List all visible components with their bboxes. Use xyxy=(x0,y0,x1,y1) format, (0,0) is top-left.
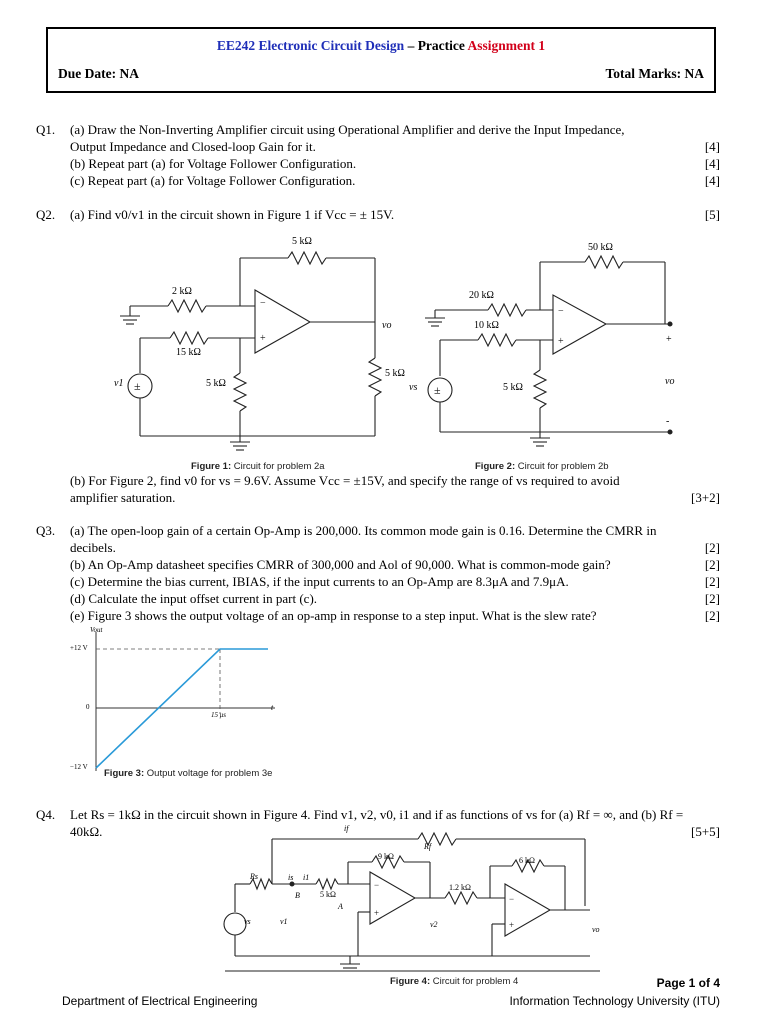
figure-1-circuit xyxy=(110,228,410,478)
fig4-r12-label: 1.2 kΩ xyxy=(449,883,471,892)
q3-d-mark: [2] xyxy=(704,591,720,606)
fig2-r-plus-label: 10 kΩ xyxy=(474,320,499,331)
fig4-r9-label: 9 kΩ xyxy=(378,852,394,861)
fig1-r-input-label: 2 kΩ xyxy=(172,286,192,297)
q1-b: (b) Repeat part (a) for Voltage Follower Configuration. xyxy=(70,156,357,171)
fig4-r6-label: 6 kΩ xyxy=(519,856,535,865)
q3-e: (e) Figure 3 shows the output voltage of an op-amp in response to a step input. What is the slew rate? xyxy=(70,608,597,623)
q1-a-line1: (a) Draw the Non-Inverting Amplifier circuit using Operational Amplifier and derive the Input Impedance, xyxy=(70,122,625,137)
q3-c: (c) Determine the bias current, IBIAS, if the input currents to an Op-Amp are 8.3μA and 7.9μA. xyxy=(70,574,569,589)
q4-number: Q4. xyxy=(36,807,56,822)
svg-text:−: − xyxy=(558,306,564,317)
q3-number: Q3. xyxy=(36,523,56,538)
svg-text:−: − xyxy=(374,880,380,890)
fig4-vs-label: vs xyxy=(244,917,251,926)
q1-b-mark: [4] xyxy=(704,156,720,171)
figure-3-caption: Figure 3: Output voltage for problem 3e xyxy=(104,768,273,779)
q1-number: Q1. xyxy=(36,122,56,137)
q3-d: (d) Calculate the input offset current in part (c). xyxy=(70,591,318,606)
fig3-tick-bottom: −12 V xyxy=(70,763,88,771)
figure-4-circuit xyxy=(220,824,610,974)
page-number: Page 1 of 4 xyxy=(656,976,720,990)
q2-b-line2: amplifier saturation. xyxy=(70,490,176,505)
fig2-output-label: vo xyxy=(665,376,675,387)
q2-b-mark: [3+2] xyxy=(691,490,720,505)
fig2-r-feedback-label: 50 kΩ xyxy=(588,242,613,253)
q3-a-line2: decibels. xyxy=(70,540,116,555)
q1-c-mark: [4] xyxy=(704,173,720,188)
footer-university: Information Technology University (ITU) xyxy=(509,994,720,1008)
assignment-title xyxy=(48,38,714,54)
q4-mark: [5+5] xyxy=(691,824,720,839)
fig3-ylabel: Vout xyxy=(90,626,103,634)
footer-department: Department of Electrical Engineering xyxy=(62,994,258,1008)
fig3-tick-time: 15 μs xyxy=(211,711,226,719)
q2-a-mark: [5] xyxy=(704,207,720,222)
figure-1-caption: Figure 1: Circuit for problem 2a xyxy=(191,461,325,472)
due-date: Due Date: NA xyxy=(58,66,139,81)
q1-c: (c) Repeat part (a) for Voltage Follower Configuration. xyxy=(70,173,356,188)
header-box xyxy=(46,27,716,93)
fig2-r-input-label: 20 kΩ xyxy=(469,290,494,301)
total-marks: Total Marks: NA xyxy=(605,66,704,81)
fig4-i1-label: i1 xyxy=(303,873,310,882)
svg-text:−: − xyxy=(260,298,266,309)
title-practice: Practice xyxy=(417,38,468,53)
q3-b-mark: [2] xyxy=(704,557,720,572)
fig4-rs-label: Rs xyxy=(250,872,258,881)
q3-e-mark: [2] xyxy=(704,608,720,623)
fig3-tick-top: +12 V xyxy=(70,644,88,652)
course-title: EE242 Electronic Circuit Design xyxy=(216,38,405,53)
fig2-plus-terminal: + xyxy=(666,334,672,345)
title-dash: – xyxy=(404,38,418,53)
svg-text:±: ± xyxy=(134,379,141,393)
fig4-if-label: if xyxy=(344,824,349,833)
q2-number: Q2. xyxy=(36,207,56,222)
q2-a: (a) Find v0/v1 in the circuit shown in Figure 1 if Vcc = ± 15V. xyxy=(70,207,395,222)
svg-text:+: + xyxy=(260,333,266,344)
fig1-r-feedback-label: 5 kΩ xyxy=(292,236,312,247)
fig2-r-gnd-label: 5 kΩ xyxy=(503,382,523,393)
fig2-source-label: vs xyxy=(409,382,418,393)
fig3-tick-mid: 0 xyxy=(86,703,90,711)
figure-4-caption: Figure 4: Circuit for problem 4 xyxy=(390,976,519,987)
fig1-r-load-label: 5 kΩ xyxy=(385,368,405,379)
svg-text:±: ± xyxy=(434,383,441,397)
fig2-minus-terminal: - xyxy=(666,416,670,427)
figure-3-graph xyxy=(60,626,290,776)
fig4-v2-label: v2 xyxy=(430,920,438,929)
q3-a-mark: [2] xyxy=(704,540,720,555)
q2-b-line1: (b) For Figure 2, find v0 for vs = 9.6V. Assume Vcc = ±15V, and specify the range of vs required to avoid xyxy=(70,473,620,488)
svg-text:−: − xyxy=(509,894,515,904)
fig4-node-b: B xyxy=(295,891,300,900)
fig4-rf-label: Rf xyxy=(424,842,432,851)
q3-a-line1: (a) The open-loop gain of a certain Op-Amp is 200,000. Its common mode gain is 0.16. Determine the CMRR in xyxy=(70,523,657,538)
q3-b: (b) An Op-Amp datasheet specifies CMRR of 300,000 and Aol of 90,000. What is common-mode gain? xyxy=(70,557,611,572)
svg-text:+: + xyxy=(558,336,564,347)
q1-a-mark: [4] xyxy=(704,139,720,154)
fig4-vo-label: vo xyxy=(592,925,600,934)
q1-a-line2: Output Impedance and Closed-loop Gain for it. xyxy=(70,139,316,154)
fig4-r5-label: 5 kΩ xyxy=(320,890,336,899)
fig3-xlabel: t xyxy=(271,703,274,712)
fig1-source-label: v1 xyxy=(114,378,124,389)
title-assignment: Assignment 1 xyxy=(467,38,546,53)
fig1-r-gnd-label: 5 kΩ xyxy=(206,378,226,389)
fig4-is-label: is xyxy=(288,873,294,882)
q4-line2: 40kΩ. xyxy=(70,824,103,839)
fig4-v1-label: v1 xyxy=(280,917,288,926)
figure-2-circuit xyxy=(420,240,690,460)
figure-2-caption: Figure 2: Circuit for problem 2b xyxy=(475,461,609,472)
fig4-node-a: A xyxy=(338,902,343,911)
fig1-r-plus-label: 15 kΩ xyxy=(176,347,201,358)
q3-c-mark: [2] xyxy=(704,574,720,589)
fig1-output-label: vo xyxy=(382,320,392,331)
svg-text:+: + xyxy=(509,920,515,930)
q4-line1: Let Rs = 1kΩ in the circuit shown in Figure 4. Find v1, v2, v0, i1 and if as functions of vs for (a) Rf = ∞, and (b) Rf = xyxy=(70,807,684,822)
svg-text:+: + xyxy=(374,908,380,918)
